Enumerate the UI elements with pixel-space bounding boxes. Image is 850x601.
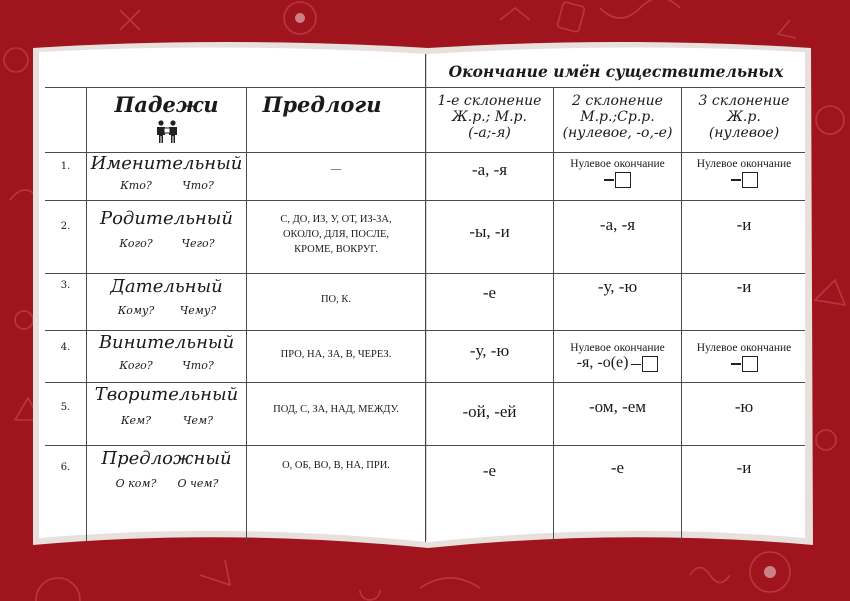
case-question-1: Кто? <box>120 179 152 192</box>
case-question-2: Чего? <box>181 237 215 250</box>
declension-2-endings: (нулевое, -о,-е) <box>562 125 673 141</box>
case-name: Родительный <box>99 208 234 229</box>
case-name: Предложный <box>101 448 232 469</box>
case-question-1: Кого? <box>119 237 153 250</box>
prepositions: ПРО, НА, ЗА, В, ЧЕРЕЗ. <box>280 349 392 360</box>
empty-ending-box-icon <box>615 172 631 188</box>
declension-1-ending: -ы, -и <box>469 222 510 241</box>
prepositions: ПОД, С, ЗА, НАД, МЕЖДУ. <box>273 404 399 415</box>
declension-2-gender: М.р.;Ср.р. <box>580 109 655 125</box>
case-question-2: Что? <box>182 359 214 372</box>
declension-1-ending: -ой, -ей <box>462 402 517 421</box>
zero-ending-label: Нулевое окончание <box>696 158 792 170</box>
case-question-1: Кому? <box>117 304 155 317</box>
children-reading-icon <box>154 120 180 144</box>
declension-3-ending <box>682 342 806 372</box>
declension-2-ending <box>554 342 681 372</box>
column-header-prepositions: Предлоги <box>262 92 382 117</box>
declension-2-ending: -а, -я <box>599 215 636 234</box>
declension-3-ending: -и <box>736 277 752 296</box>
dash-symbol <box>631 364 641 365</box>
column-header-cases: Падежи <box>114 92 219 117</box>
dash-symbol <box>731 363 741 364</box>
zero-ending-label: Нулевое окончание <box>570 342 665 354</box>
declension-2-ending: -е <box>610 458 625 477</box>
case-question-2: О чем? <box>177 477 219 490</box>
declension-1-ending: -е <box>482 283 497 302</box>
book-table <box>33 40 813 560</box>
row-number: 1. <box>60 161 71 172</box>
zero-ending-label: Нулевое окончание <box>570 158 665 170</box>
row-number: 3. <box>60 280 71 291</box>
prepositions-line: КРОМЕ, ВОКРУГ. <box>294 244 378 255</box>
row-number: 6. <box>60 462 71 473</box>
row-number: 2. <box>60 221 71 232</box>
declension-3-title: 3 склонение <box>698 93 790 109</box>
extra-endings: -я, -о(е) <box>576 354 629 371</box>
prepositions: О, ОБ, ВО, В, НА, ПРИ. <box>282 460 390 471</box>
declension-1-ending: -у, -ю <box>469 341 510 360</box>
empty-ending-box-icon <box>742 172 758 188</box>
case-question-2: Чем? <box>182 414 214 427</box>
declension-3-ending: -и <box>736 458 752 477</box>
prepositions-line: С, ДО, ИЗ, У, ОТ, ИЗ-ЗА, <box>280 214 392 225</box>
declension-1-ending: -а, -я <box>471 160 508 179</box>
prepositions <box>247 212 425 257</box>
case-name: Винительный <box>98 332 235 353</box>
empty-ending-box-icon <box>642 356 658 372</box>
zero-ending-label: Нулевое окончание <box>696 342 792 354</box>
declension-2-title: 2 склонение <box>572 93 663 109</box>
declension-3-ending: -и <box>736 215 752 234</box>
declension-3-endings: (нулевое) <box>708 125 780 141</box>
prepositions: ПО, К. <box>320 294 352 305</box>
prepositions-line: ОКОЛО, ДЛЯ, ПОСЛЕ, <box>282 229 390 240</box>
case-question-2: Чему? <box>179 304 217 317</box>
case-name: Творительный <box>94 384 239 405</box>
declension-3-ending <box>682 158 806 188</box>
declension-3-header <box>682 93 806 141</box>
case-name: Именительный <box>90 153 243 174</box>
declension-1-header <box>426 93 553 141</box>
declension-1-endings: (-а;-я) <box>468 125 511 141</box>
case-question-2: Что? <box>182 179 214 192</box>
row-number: 4. <box>60 342 71 353</box>
endings-title: Окончание имён существительных <box>448 62 784 81</box>
declension-1-title: 1-е склонение <box>437 93 542 109</box>
declension-2-ending: -ом, -ем <box>588 397 647 416</box>
declension-2-ending: -у, -ю <box>597 277 638 296</box>
dash-symbol <box>604 179 614 180</box>
declension-1-gender: Ж.р.; М.р. <box>452 109 527 125</box>
case-question-1: О ком? <box>115 477 157 490</box>
row-number: 5. <box>60 402 71 413</box>
declension-1-ending: -е <box>482 461 497 480</box>
declension-3-gender: Ж.р. <box>727 109 761 125</box>
ball-icon <box>36 578 80 601</box>
dash-symbol <box>731 179 741 180</box>
declension-2-ending <box>554 158 681 188</box>
declension-2-header <box>554 93 681 141</box>
empty-ending-box-icon <box>742 356 758 372</box>
declension-3-ending: -ю <box>734 397 754 416</box>
case-name: Дательный <box>110 276 223 297</box>
case-question-1: Кем? <box>120 414 152 427</box>
prepositions: — <box>330 164 342 175</box>
case-question-1: Кого? <box>119 359 153 372</box>
